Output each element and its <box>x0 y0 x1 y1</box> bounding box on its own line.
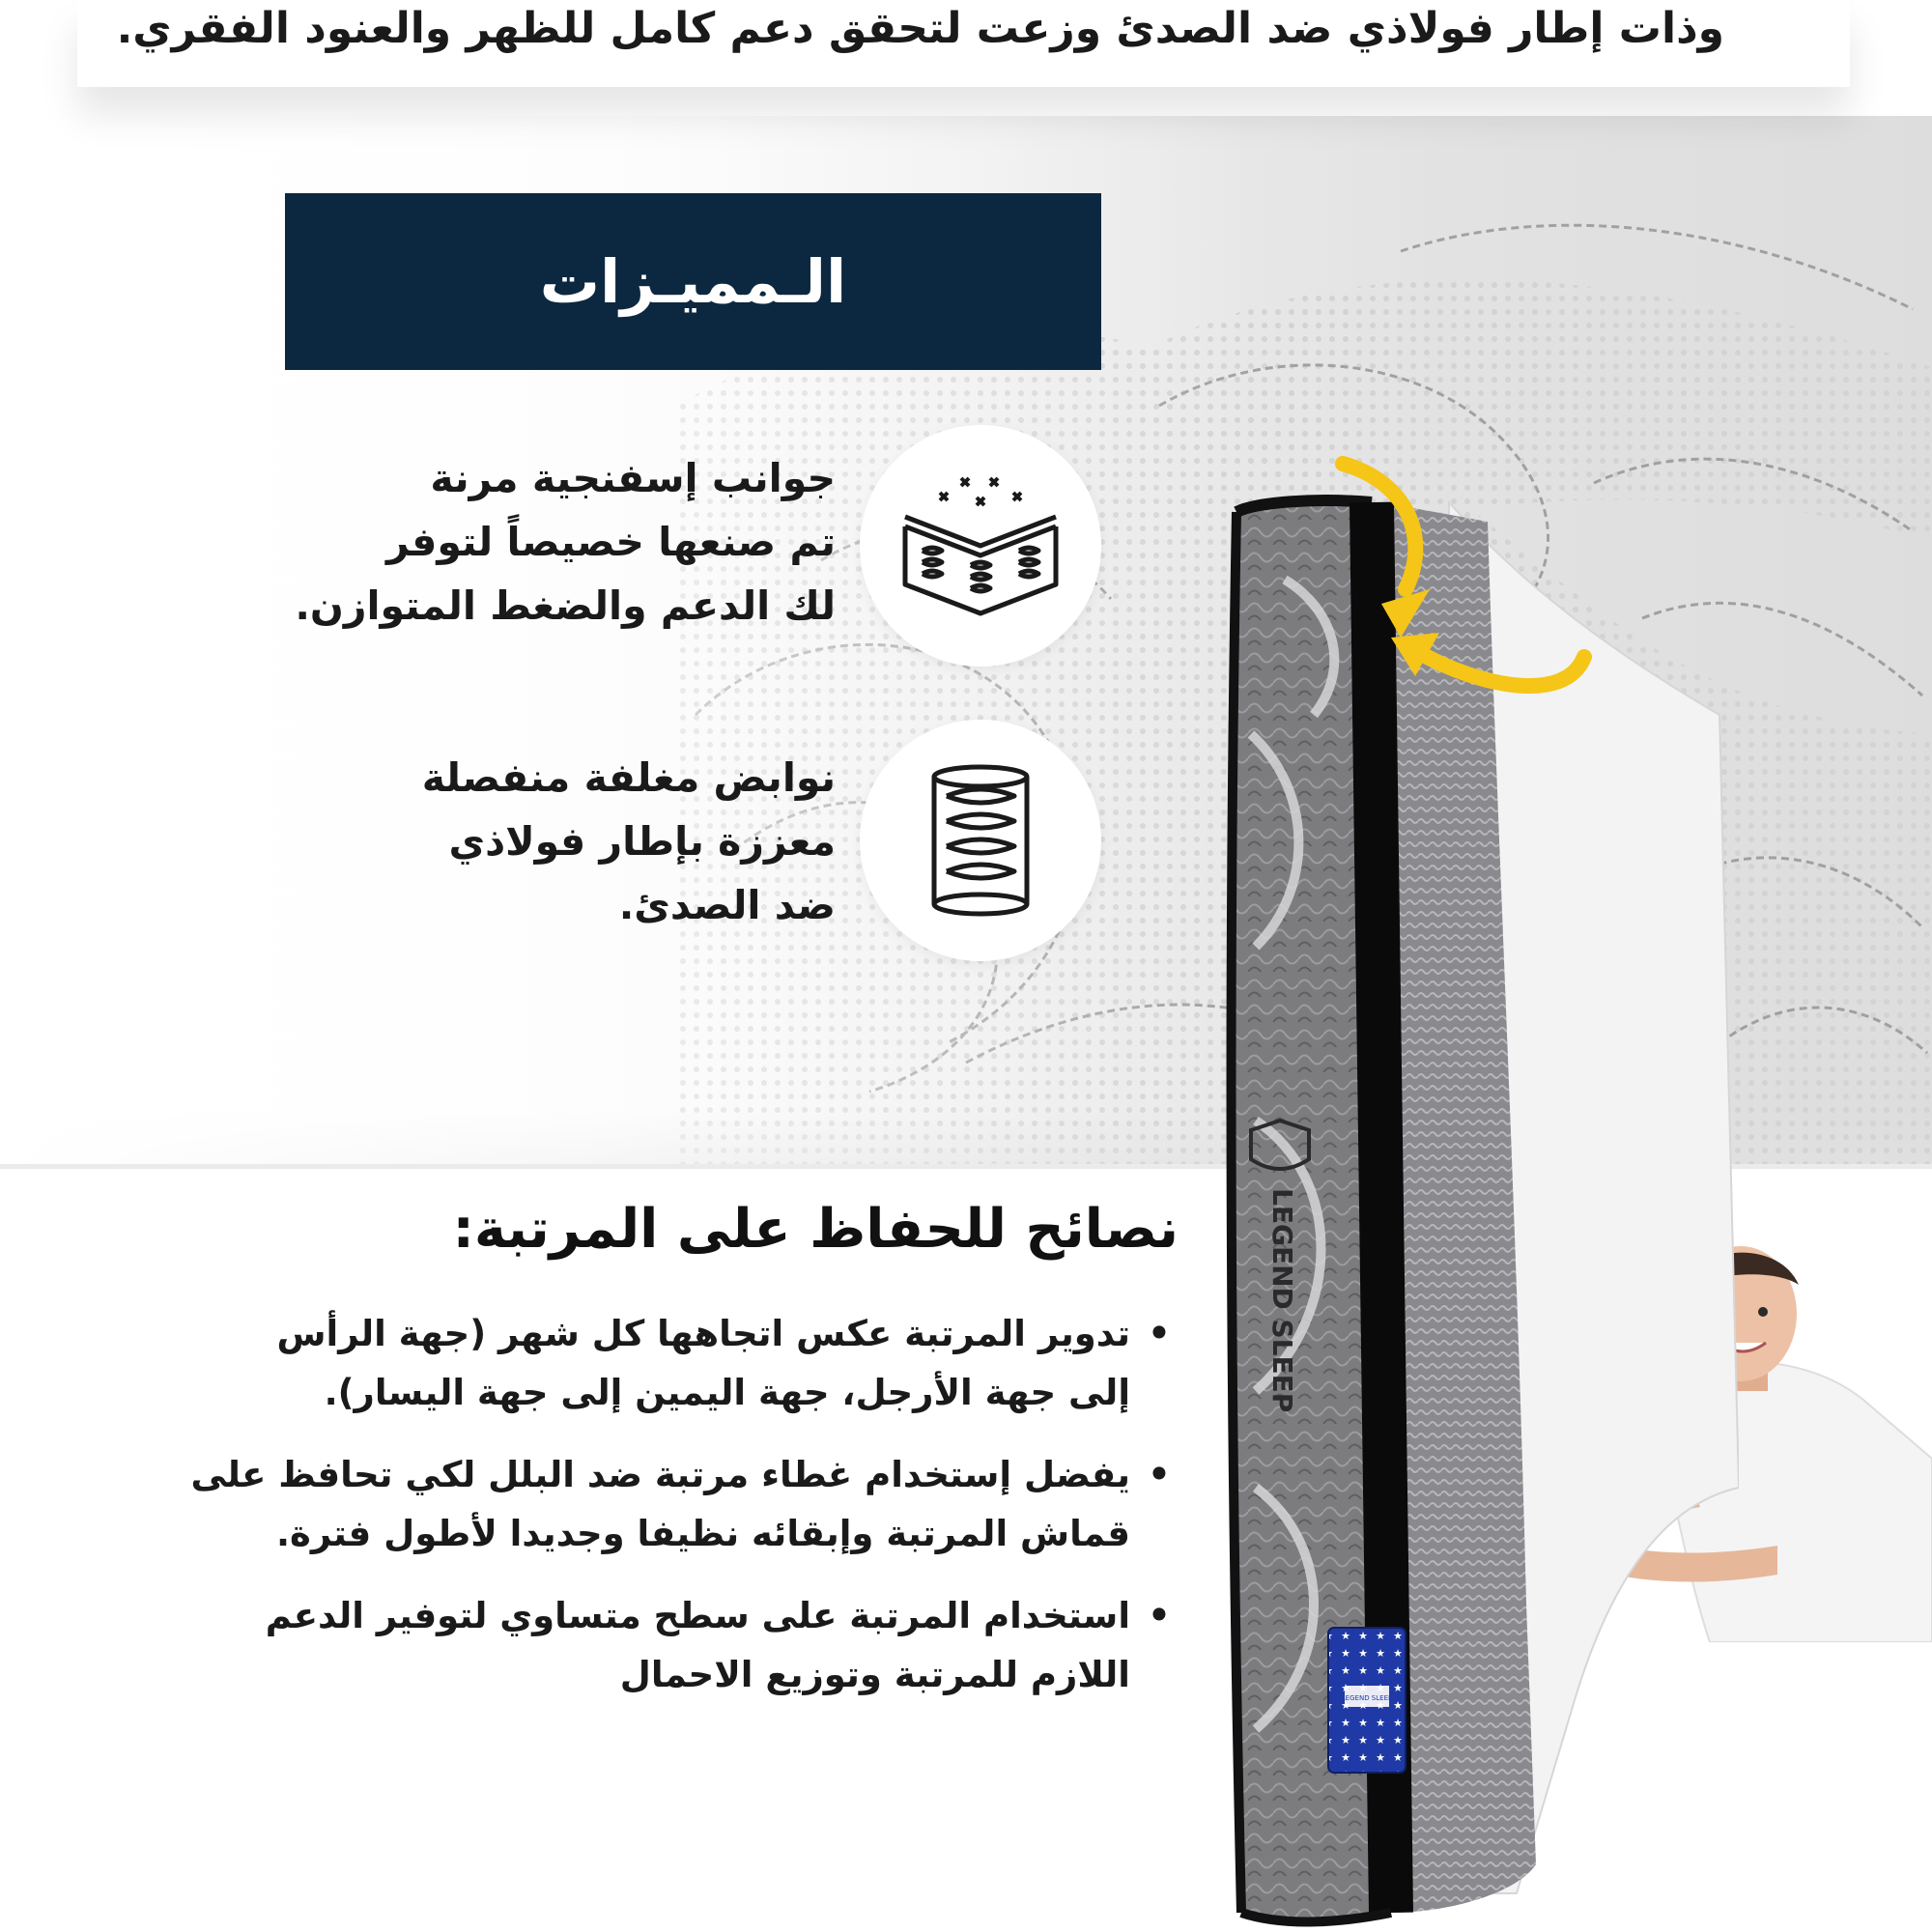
feature-2-line-1: نوابض مغلفة منفصلة <box>421 754 836 801</box>
tip-1-line-2: إلى جهة الأرجل، جهة اليمين إلى جهة اليسار). <box>324 1372 1130 1413</box>
bullet-icon: • <box>1148 1313 1171 1354</box>
feature-1-line-2: تم صنعها خصيصاً لتوفر <box>386 519 836 565</box>
tip-item-2 <box>155 1445 1179 1563</box>
tip-item-3 <box>155 1586 1179 1704</box>
star-label-brand: LEGEND SLEEP <box>1341 1694 1393 1702</box>
feature-2-line-3: ضد الصدئ. <box>618 882 836 928</box>
mattress-brand-text: LEGEND SLEEP <box>1266 1188 1298 1413</box>
tip-1-line-1: تدوير المرتبة عكس اتجاهها كل شهر (جهة الرأس <box>276 1313 1130 1354</box>
tips-heading: نصائح للحفاظ على المرتبة: <box>452 1198 1179 1261</box>
feature-text-1 <box>295 446 836 638</box>
tip-3-line-2: اللازم للمرتبة وتوزيع الاحمال <box>619 1654 1130 1695</box>
tip-2-line-1: يفضل إستخدام غطاء مرتبة ضد البلل لكي تحافظ على <box>190 1454 1130 1495</box>
feature-2-line-2: معززة بإطار فولاذي <box>448 818 836 865</box>
bullet-icon: • <box>1148 1454 1171 1495</box>
bullet-icon: • <box>1148 1595 1171 1636</box>
tip-2-line-2: قماش المرتبة وإبقائه نظيفا وجديدا لأطول فترة. <box>275 1513 1130 1554</box>
features-title-banner <box>285 193 1101 370</box>
feature-icon-circle-2 <box>860 720 1101 961</box>
feature-text-2 <box>422 746 836 937</box>
feature-1-line-3: لك الدعم والضغط المتوازن. <box>295 582 836 629</box>
coil-spring-icon <box>927 763 1034 918</box>
features-title: الـمميـزات <box>539 246 847 317</box>
top-banner <box>77 0 1850 87</box>
mattress-image <box>1198 444 1739 1932</box>
tip-3-line-1: استخدام المرتبة على سطح متساوي لتوفير الدعم <box>265 1595 1130 1636</box>
mattress-springs-icon <box>894 469 1067 623</box>
tip-item-1 <box>155 1304 1179 1422</box>
feature-icon-circle-1 <box>860 425 1101 667</box>
tips-list <box>155 1304 1179 1727</box>
top-banner-text: وذات إطار فولاذي ضد الصدئ وزعت لتحقق دعم كامل للظهر والعنود الفقري. <box>116 4 1724 53</box>
feature-1-line-1: جوانب إسفنجية مرنة <box>430 455 836 501</box>
